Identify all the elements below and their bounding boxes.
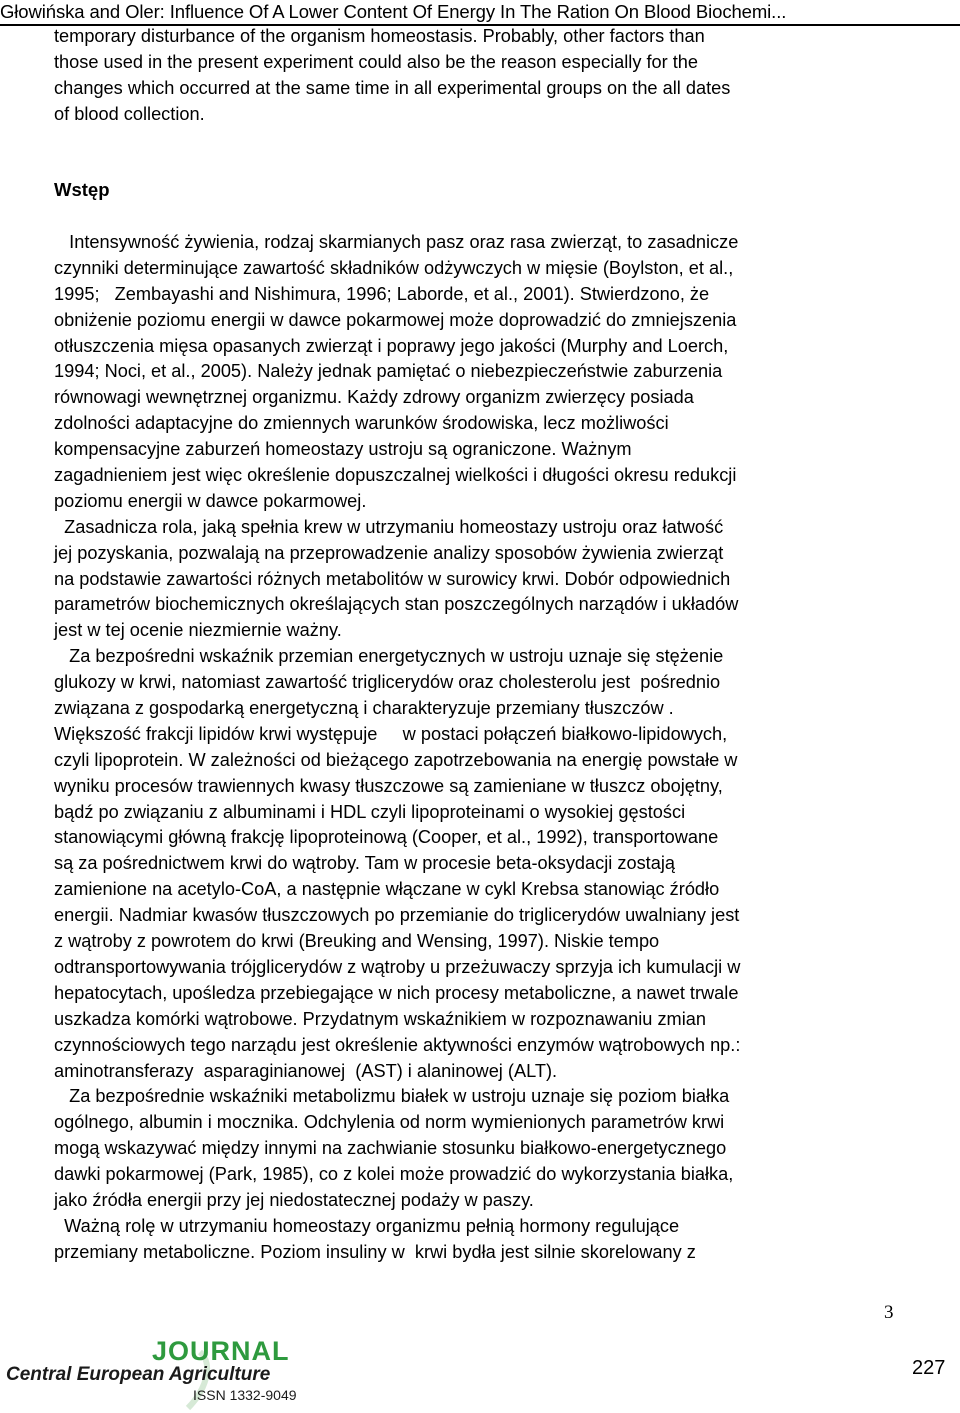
text-line: aminotransferazy asparaginianowej (AST) i alaninowej (ALT). (54, 1060, 558, 1081)
text-line: Ważną rolę w utrzymaniu homeostazy organizmu pełnią hormony regulujące (54, 1215, 680, 1236)
body-text (54, 230, 904, 1266)
text-line: przemiany metaboliczne. Poziom insuliny w krwi bydła jest silnie skorelowany z (54, 1241, 696, 1262)
text-line: ogólnego, albumin i mocznika. Odchylenia od norm wymienionych parametrów krwi (54, 1112, 725, 1133)
text-line: są za pośrednictwem krwi do wątroby. Tam w procesie beta-oksydacji zostają (54, 853, 675, 874)
page-number: 227 (912, 1357, 946, 1379)
logo-issn: ISSN 1332-9049 (193, 1387, 297, 1403)
text-line: jej pozyskania, pozwalają na przeprowadzenie analizy sposobów żywienia zwierząt (54, 542, 724, 563)
text-line: obniżenie poziomu energii w dawce pokarmowej może doprowadzić do zmniejszenia (54, 309, 737, 330)
text-line: jako źródła energii przy jej niedostatecznej podaży w paszy. (54, 1189, 534, 1210)
journal-logo (0, 1334, 340, 1413)
text-line: hepatocytach, upośledza przebiegające w nich procesy metaboliczne, a nawet trwale (54, 982, 739, 1003)
text-line: z wątroby z powrotem do krwi (Breuking and Wensing, 1997). Niskie tempo (54, 931, 660, 952)
intro-paragraph (54, 24, 904, 128)
logo-journal-name: Central European Agriculture (6, 1364, 271, 1385)
text-line: 1995; Zembayashi and Nishimura, 1996; Laborde, et al., 2001). Stwierdzono, że (54, 283, 710, 304)
text-line: jest w tej ocenie niezmiernie ważny. (54, 620, 342, 641)
text-line: wyniku procesów trawiennych kwasy tłuszczowe są zamieniane w tłuszcz obojętny, (54, 775, 723, 796)
text-line: otłuszczenia mięsa opasanych zwierząt i poprawy jego jakości (Murphy and Loerch, (54, 335, 729, 356)
text-line: dawki pokarmowej (Park, 1985), co z kolei może prowadzić do wykorzystania białka, (54, 1164, 734, 1185)
text-line: mogą wskazywać między innymi na zachwianie stosunku białkowo-energetycznego (54, 1138, 727, 1159)
text-line: temporary disturbance of the organism homeostasis. Probably, other factors than (54, 26, 705, 46)
text-line: poziomu energii w dawce pokarmowej. (54, 490, 367, 511)
section-heading: Wstęp (54, 179, 110, 200)
text-line: czyli lipoprotein. W zależności od bieżącego zapotrzebowania na energię powstałe w (54, 749, 738, 770)
text-line: Za bezpośrednie wskaźniki metabolizmu białek w ustroju uznaje się poziom białka (54, 1086, 730, 1107)
text-line: stanowiącymi główną frakcję lipoproteinową (Cooper, et al., 1992), transportowane (54, 827, 719, 848)
text-line: bądź po związaniu z albuminami i HDL czyli lipoproteinami o wysokiej gęstości (54, 801, 686, 822)
text-line: zdolności adaptacyjne do zmiennych warunków środowiska, lecz możliwości (54, 413, 669, 434)
text-line: glukozy w krwi, natomiast zawartość triglicerydów oraz cholesterolu jest pośrednio (54, 672, 721, 693)
text-line: czynnościowych tego narządu jest określenie aktywności enzymów wątrobowych np.: (54, 1034, 741, 1055)
text-line: 1994; Noci, et al., 2005). Należy jednak pamiętać o niebezpieczeństwie zaburzenia (54, 361, 723, 382)
text-line: czynniki determinujące zawartość składników odżywczych w mięsie (Boylston, et al., (54, 257, 734, 278)
text-line: zagadnieniem jest więc określenie dopuszczalnej wielkości i długości okresu redukcji (54, 465, 737, 486)
text-line: zamienione na acetylo-CoA, a następnie włączane w cykl Krebsa stanowiąc źródło (54, 879, 720, 900)
text-line: of blood collection. (54, 103, 205, 124)
text-line: changes which occurred at the same time in all experimental groups on the all dates (54, 77, 731, 98)
text-line: kompensacyjne zaburzeń homeostazy ustroju są ograniczone. Ważnym (54, 439, 632, 460)
logo-journal-word: JOURNAL (152, 1336, 290, 1366)
text-line: Zasadnicza rola, jaką spełnia krew w utrzymaniu homeostazy ustroju oraz łatwość (54, 516, 724, 537)
text-line: równowagi wewnętrznej organizmu. Każdy zdrowy organizm zwierzęcy posiada (54, 387, 694, 408)
text-line: energii. Nadmiar kwasów tłuszczowych po przemianie do triglicerydów uwalniany jest (54, 905, 740, 926)
page-number-small: 3 (884, 1302, 894, 1323)
text-line: parametrów biochemicznych określających stan poszczególnych narządów i układów (54, 594, 739, 615)
text-line: Intensywność żywienia, rodzaj skarmianych pasz oraz rasa zwierząt, to zasadnicze (54, 232, 739, 252)
text-line: odtransportowywania trójglicerydów z wątroby u przeżuwaczy sprzyja ich kumulacji w (54, 956, 741, 977)
text-line: uszkadza komórki wątrobowe. Przydatnym wskaźnikiem w rozpoznawaniu zmian (54, 1008, 706, 1029)
text-line: na podstawie zawartości różnych metabolitów w surowicy krwi. Dobór odpowiednich (54, 568, 731, 589)
text-line: związana z gospodarką energetyczną i charakteryzuje przemiany tłuszczów . (54, 698, 674, 719)
text-line: those used in the present experiment could also be the reason especially for the (54, 51, 699, 72)
text-line: Za bezpośredni wskaźnik przemian energetycznych w ustroju uznaje się stężenie (54, 646, 724, 667)
running-header: Głowińska and Oler: Influence Of A Lower Content Of Energy In The Ration On Blood Biochemi... (0, 1, 787, 22)
text-line: Większość frakcji lipidów krwi występuje w postaci połączeń białkowo-lipidowych, (54, 723, 728, 744)
